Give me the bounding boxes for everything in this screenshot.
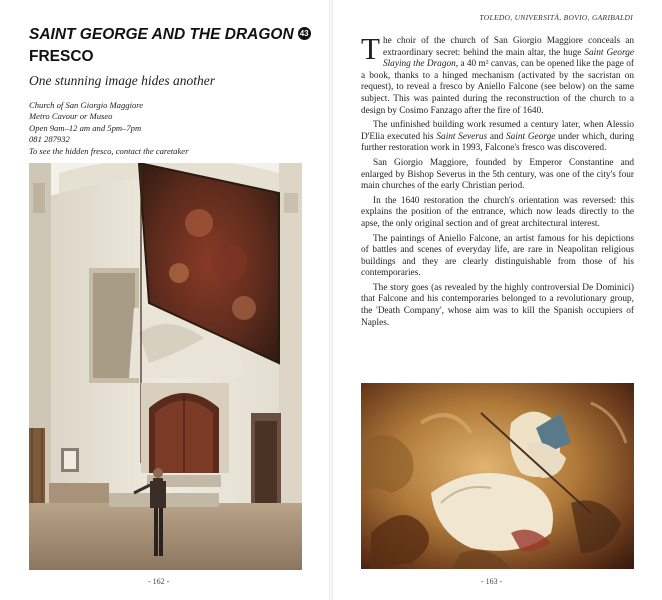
info-hours: Open 9am–12 am and 5pm–7pm [29,122,142,133]
info-address: Church of San Giorgio Maggiore [29,100,144,110]
paragraph-6 [361,283,634,329]
text-run: San Giorgio Maggiore, founded by Emperor Constantine and enlarged by Bishop Severus in the 5th century, was one of the city's four main churches of the early Christian period. [361,157,634,192]
italic-title: Saint George [506,131,556,142]
paragraph-4 [361,196,634,231]
text-run: The unfinished building work resumed a century later, when Alessio D'Elia executed his [361,120,634,142]
text-run: and [487,131,506,142]
practical-info [29,100,188,157]
left-page-number: - 162 - [148,577,170,586]
drop-cap: T [361,31,380,66]
text-run: In the 1640 restoration the church's orientation was reversed: this explains the position of the entrance, which now leads directly to the apse, the only original section and of great architectural interest. [361,195,634,229]
paragraph-1-content [361,31,634,116]
paragraph-1 [361,31,634,117]
right-page-number: - 163 - [481,577,503,586]
italic-title: Saint Severus [436,131,488,142]
entry-number-badge: 43 [298,27,311,40]
body-text [361,31,634,332]
title-line-1: SAINT GEORGE AND THE DRAGON [29,26,294,43]
running-head: TOLEDO, UNIVERSITÀ, BOVIO, GARIBALDI [479,13,633,22]
italic-title: Saint George Slaying the Dragon [382,47,634,70]
fresco-photo [361,383,634,569]
page-title-line-2: FRESCO [29,48,94,65]
info-transport: Metro Cavour or Museo [29,111,113,122]
info-phone: 081 287932 [29,134,70,145]
text-run: The paintings of Aniello Falcone, an artist famous for his depictions of battles and scenes of everyday life, are rare in Neapolitan religious buildings and they are clearly distinguishable from those of his contemporaries. [361,233,634,279]
subtitle: One stunning image hides another [29,73,215,88]
page-title [29,26,311,44]
paragraph-3 [361,158,634,193]
text-run: , a 40 m² canvas, can be opened like the page of a book, thanks to a hinged mechanism (activated by the sacristan on request), to reveal a fresco by Aniello Falcone (see below) on the same subject. This was painted during the reconstruction of the church to a design by Cosimo Fanzago after the fire of 1640. [361,59,634,116]
church-interior-photo [29,163,302,570]
paragraph-2 [361,120,634,155]
info-note: To see the hidden fresco, contact the caretaker [29,145,189,156]
text-run: he choir of the church of San Giorgio Maggiore conceals an extraordinary secret: behind the main altar, the huge [382,36,634,58]
paragraph-5 [361,234,634,280]
text-run: under which, during further restoration work in 1993, Falcone's fresco was discovered. [361,131,634,154]
text-run: The story goes (as revealed by the highly controversial De Dominici) that Falcone and his contemporaries belonged to a revolutionary group, the 'Death Company', whose aim was to kill the Spanish occupiers of Naples. [361,282,634,328]
